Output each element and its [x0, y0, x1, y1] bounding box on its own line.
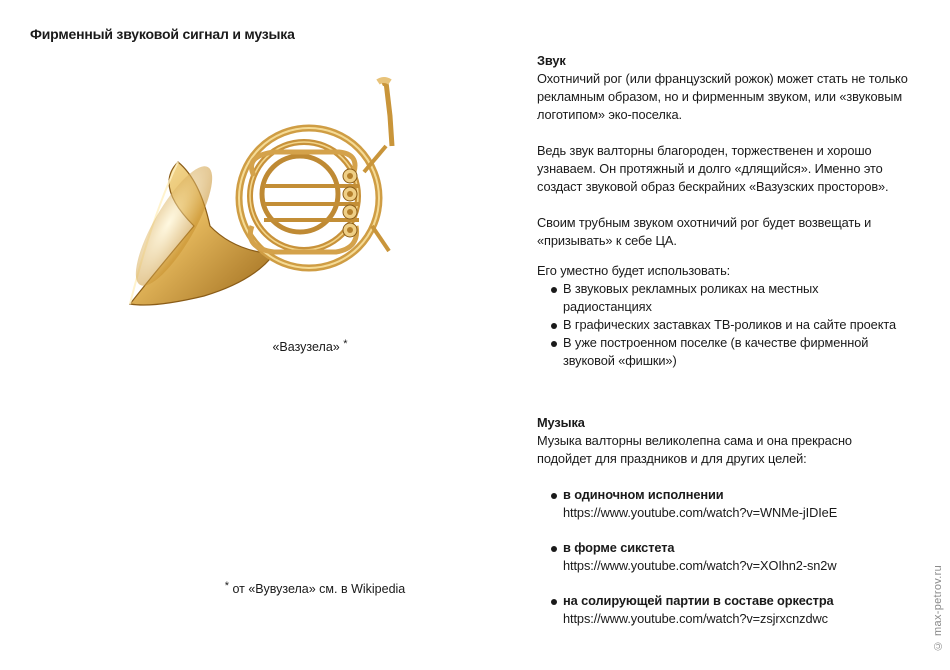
- music-list-item: [537, 539, 909, 575]
- footnote-mark: *: [224, 580, 229, 592]
- uses-list-item: В уже построенном поселке (в качестве фирменной звуковой «фишки»): [537, 334, 909, 370]
- music-list-item: [537, 592, 909, 628]
- content-column: [537, 52, 909, 628]
- french-horn-image: [124, 76, 424, 316]
- uses-list: [537, 280, 909, 370]
- music-item-title: в форме сикстета: [563, 540, 675, 555]
- music-item-link[interactable]: https://www.youtube.com/watch?v=XOIhn2-sn2w: [563, 558, 837, 573]
- page-title: Фирменный звуковой сигнал и музыка: [30, 26, 295, 42]
- uses-list-item: В графических заставках ТВ-роликов и на сайте проекта: [537, 316, 909, 334]
- uses-list-item: В звуковых рекламных роликах на местных радиостанциях: [537, 280, 909, 316]
- music-item-title: на солирующей партии в составе оркестра: [563, 593, 834, 608]
- footnote-text: от «Вувузела» см. в Wikipedia: [232, 582, 406, 596]
- music-item-link[interactable]: https://www.youtube.com/watch?v=zsjrxcnzdwc: [563, 611, 828, 626]
- music-item-link[interactable]: https://www.youtube.com/watch?v=WNMe-jIDIeE: [563, 505, 838, 520]
- caption-text: «Вазузела»: [272, 340, 340, 354]
- caption-footnote-mark: *: [343, 338, 348, 350]
- image-caption: [200, 338, 420, 354]
- music-heading: Музыка: [537, 415, 585, 430]
- sound-paragraph-1: Охотничий рог (или французский рожок) может стать не только рекламным образом, но и фирменным звуком, или «звуковым логотипом» эко-поселка.: [537, 71, 908, 122]
- music-list-item: [537, 486, 909, 522]
- footnote: [140, 580, 490, 596]
- music-intro: Музыка валторны великолепна сама и она прекрасно подойдет для праздников и для других целей:: [537, 433, 852, 466]
- music-item-title: в одиночном исполнении: [563, 487, 724, 502]
- music-list: [537, 486, 909, 628]
- sound-heading: Звук: [537, 53, 566, 68]
- watermark: © max-petrov.ru: [932, 565, 944, 652]
- sound-paragraph-2: Ведь звук валторны благороден, торжественен и хорошо узнаваем. Он протяжный и долго «длящийся». Именно это создаст звуковой образ бескрайних «Вазузских просторов».: [537, 143, 889, 194]
- uses-intro: Его уместно будет использовать:: [537, 263, 731, 278]
- sound-paragraph-3: Своим трубным звуком охотничий рог будет возвещать и «призывать» к себе ЦА.: [537, 215, 872, 248]
